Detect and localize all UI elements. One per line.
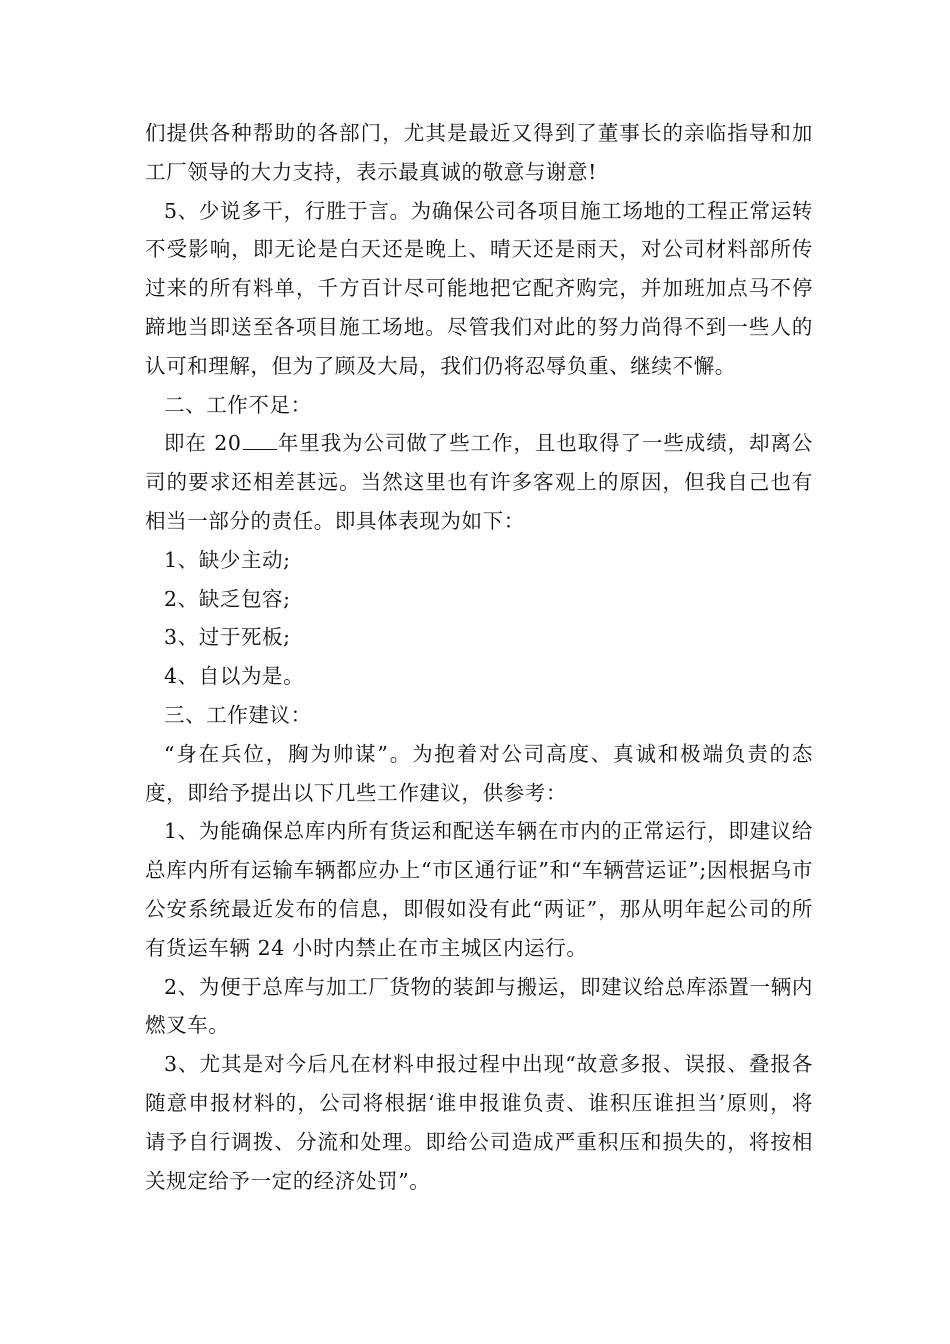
paragraph-10: “身在兵位，胸为帅谋”。为抱着对公司高度、真诚和极端负责的态度，即给予提出以下几些工作建议，供参考：: [145, 741, 813, 805]
suggestion-3: 3、尤其是对今后凡在材料申报过程中出现“故意多报、误报、叠报各随意申报材料的，公司将根据‘谁申报谁负责、谁积压谁担当’原则，将请予自行调拨、分流和处理。即给公司造成严重积压和损失的，将按相关规定给予一定的经济处罚”。: [145, 1052, 813, 1193]
suggestion-2: 2、为便于总库与加工厂货物的装卸与搬运，即建议给总库添置一辆内燃叉车。: [145, 974, 813, 1038]
list-item-2: 2、缺乏包容;: [164, 586, 291, 611]
list-item-1: 1、缺少主动;: [164, 547, 291, 572]
year-blank-underline: [243, 431, 277, 450]
section-heading-shortcomings: 二、工作不足：: [164, 392, 312, 417]
paragraph-4-before-blank: 即在 20: [164, 431, 242, 456]
document-body: [145, 114, 813, 1200]
section-heading-suggestions: 三、工作建议：: [164, 702, 312, 727]
paragraph-2: 5、少说多干，行胜于言。为确保公司各项目施工场地的工程正常运转不受影响，即无论是白天还是晚上、晴天还是雨天，对公司材料部所传过来的所有料单，千方百计尽可能地把它配齐购完，并加班加点马不停蹄地当即送至各项目施工场地。尽管我们对此的努力尚得不到一些人的认可和理解，但为了顾及大局，我们仍将忍辱负重、继续不懈。: [145, 198, 813, 378]
list-item-3: 3、过于死板;: [164, 625, 291, 650]
suggestion-1: 1、为能确保总库内所有货运和配送车辆在市内的正常运行，即建议给总库内所有运输车辆都应办上“市区通行证”和“车辆营运证”;因根据乌市公安系统最近发布的信息，即假如没有此“两证”，那从明年起公司的所有货运车辆 24 小时内禁止在市主城区内运行。: [145, 819, 813, 960]
paragraph-4-after-blank: 年里我为公司做了些工作，且也取得了一些成绩，却离公司的要求还相差甚远。当然这里也有许多客观上的原因，但我自己也有相当一部分的责任。即具体表现为如下：: [145, 431, 813, 533]
paragraph-4: [145, 424, 813, 540]
paragraph-1: 们提供各种帮助的各部门，尤其是最近又得到了董事长的亲临指导和加工厂领导的大力支持，表示最真诚的敬意与谢意!: [145, 121, 813, 184]
list-item-4: 4、自以为是。: [164, 664, 305, 689]
